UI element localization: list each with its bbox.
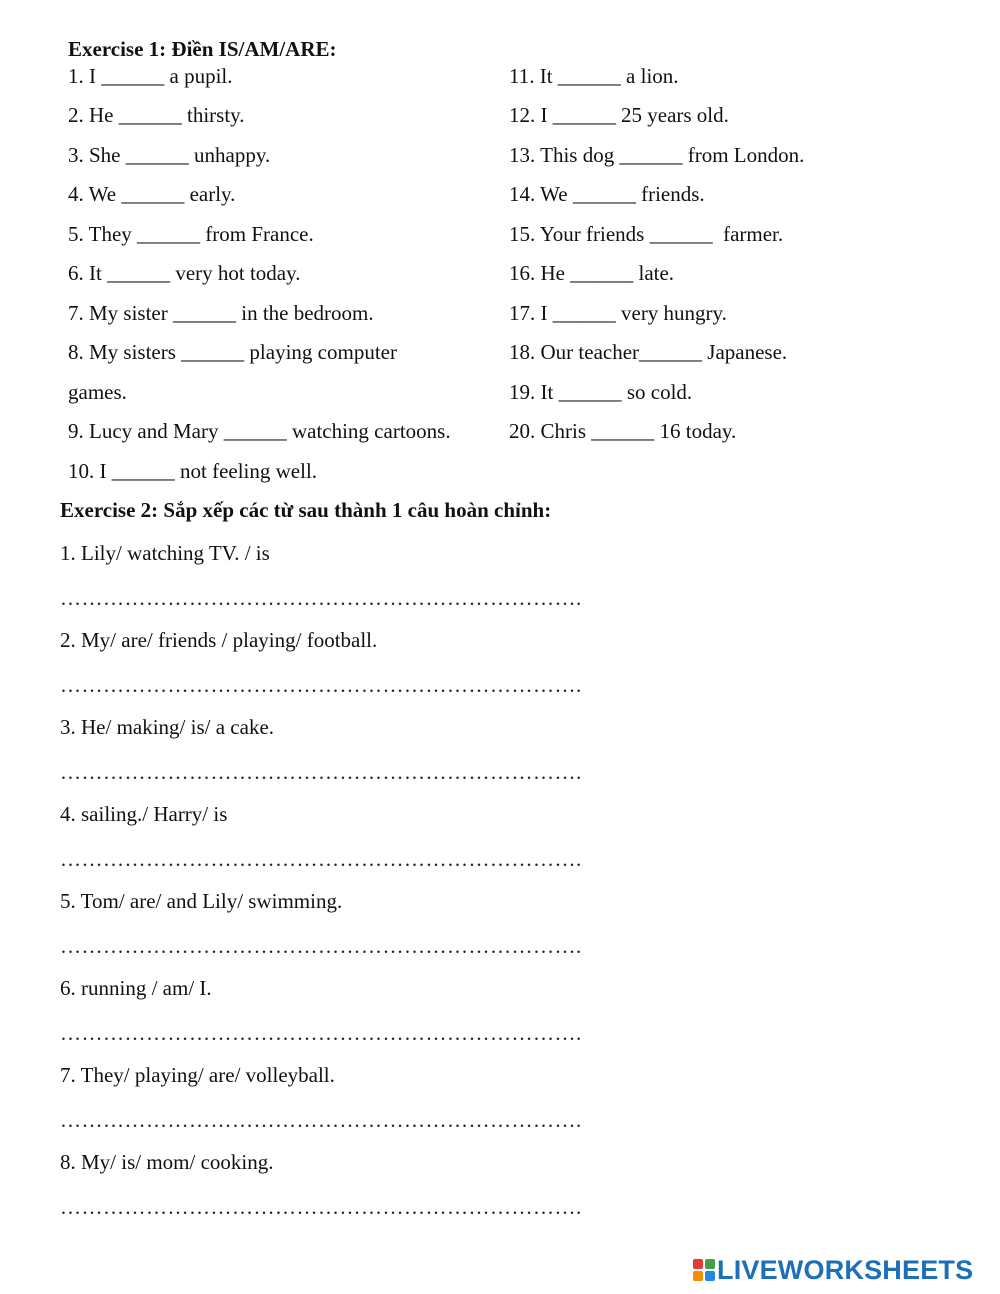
exercise-1-item: 10. I ______ not feeling well.	[68, 459, 318, 483]
liveworksheets-logo	[693, 1256, 973, 1284]
exercise-1-item: 15. Your friends ______ farmer.	[509, 222, 784, 246]
exercise-1-item: 2. He ______ thirsty.	[68, 103, 245, 127]
exercise-1-item: 5. They ______ from France.	[68, 222, 314, 246]
exercise-1-item: 14. We ______ friends.	[509, 182, 705, 206]
exercise-2-item: 6. running / am/ I.	[60, 976, 212, 1000]
exercise-2-title: Exercise 2: Sắp xếp các từ sau thành 1 câu hoàn chỉnh:	[60, 498, 552, 522]
answer-line[interactable]: ……………………………………………………………….	[60, 586, 582, 610]
exercise-2-item: 4. sailing./ Harry/ is	[60, 802, 228, 826]
exercise-1-item: 17. I ______ very hungry.	[509, 301, 727, 325]
answer-line[interactable]: ……………………………………………………………….	[60, 1108, 582, 1132]
exercise-2-item: 2. My/ are/ friends / playing/ football.	[60, 628, 378, 652]
exercise-1-item: 18. Our teacher______ Japanese.	[509, 340, 788, 364]
exercise-1-item: 3. She ______ unhappy.	[68, 143, 271, 167]
exercise-1-item-continuation: games.	[68, 380, 127, 404]
answer-line[interactable]: ……………………………………………………………….	[60, 847, 582, 871]
exercise-1-item: 1. I ______ a pupil.	[68, 64, 233, 88]
exercise-1-item: 20. Chris ______ 16 today.	[509, 419, 737, 443]
exercise-2-item: 1. Lily/ watching TV. / is	[60, 541, 270, 565]
exercise-1-item: 6. It ______ very hot today.	[68, 261, 301, 285]
answer-line[interactable]: ……………………………………………………………….	[60, 760, 582, 784]
exercise-1-item: 9. Lucy and Mary ______ watching cartoons.	[68, 419, 451, 443]
answer-line[interactable]: ……………………………………………………………….	[60, 1021, 582, 1045]
exercise-1-item: 7. My sister ______ in the bedroom.	[68, 301, 374, 325]
exercise-1-item: 11. It ______ a lion.	[509, 64, 679, 88]
exercise-1-item: 13. This dog ______ from London.	[509, 143, 805, 167]
exercise-1-item: 19. It ______ so cold.	[509, 380, 693, 404]
logo-blocks-icon	[693, 1259, 715, 1281]
answer-line[interactable]: ……………………………………………………………….	[60, 1195, 582, 1219]
exercise-2-item: 5. Tom/ are/ and Lily/ swimming.	[60, 889, 343, 913]
answer-line[interactable]: ……………………………………………………………….	[60, 934, 582, 958]
exercise-1-item: 8. My sisters ______ playing computer	[68, 340, 397, 364]
exercise-1-item: 12. I ______ 25 years old.	[509, 103, 729, 127]
exercise-2-item: 3. He/ making/ is/ a cake.	[60, 715, 275, 739]
exercise-2-item: 8. My/ is/ mom/ cooking.	[60, 1150, 274, 1174]
exercise-1-item: 4. We ______ early.	[68, 182, 236, 206]
logo-text: LIVEWORKSHEETS	[717, 1254, 974, 1285]
exercise-1-title: Exercise 1: Điền IS/AM/ARE:	[68, 37, 337, 61]
answer-line[interactable]: ……………………………………………………………….	[60, 673, 582, 697]
exercise-2-item: 7. They/ playing/ are/ volleyball.	[60, 1063, 335, 1087]
exercise-1-item: 16. He ______ late.	[509, 261, 675, 285]
